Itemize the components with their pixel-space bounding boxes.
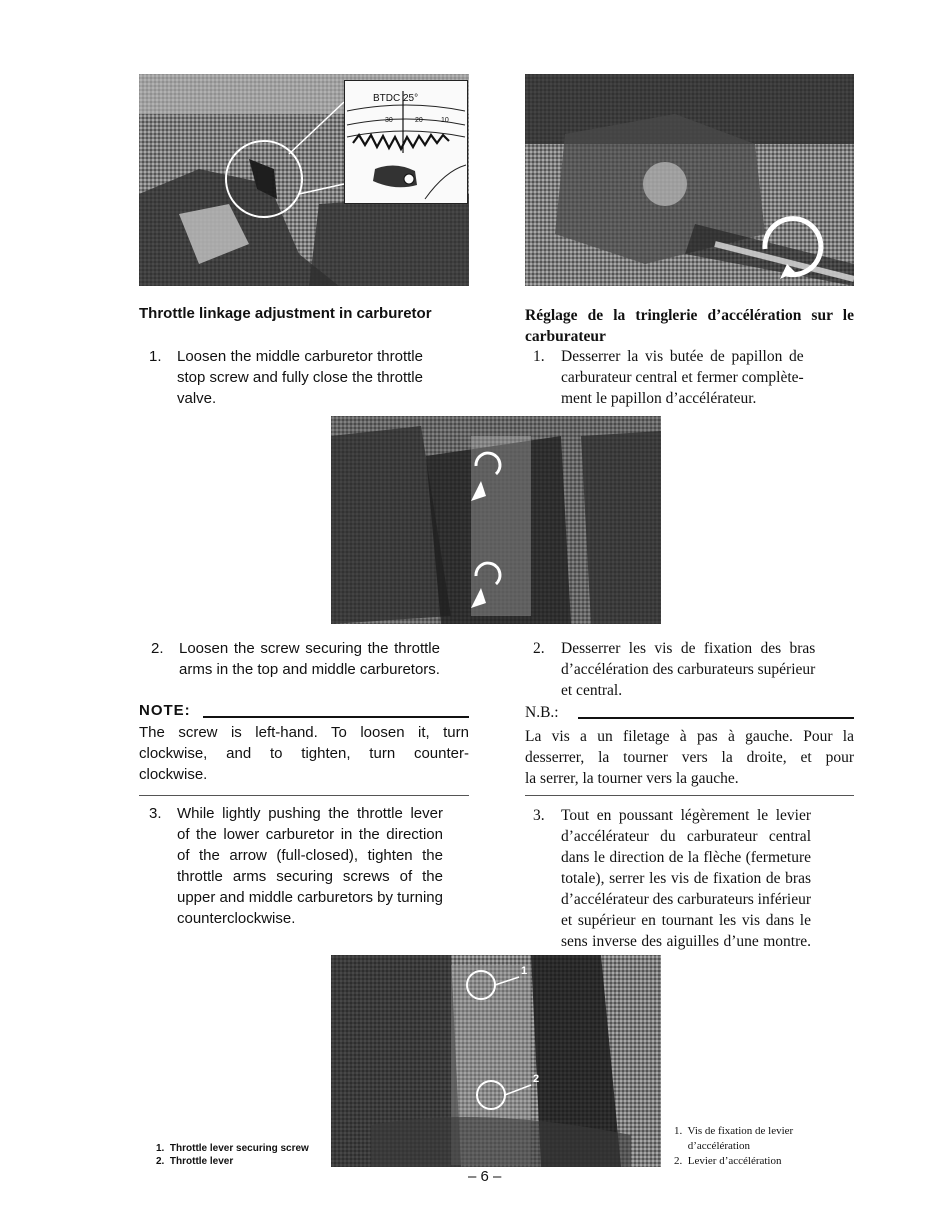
fr-step-3-number: 3. xyxy=(533,807,545,824)
fr-step-3-line-6: et supérieur en tournant les vis dans le xyxy=(561,912,811,929)
figure4-callout-2: 2 xyxy=(533,1073,540,1085)
fr-step-3-line-1: Tout en poussant légèrement le levier xyxy=(561,807,811,824)
page-number: – 6 – xyxy=(468,1168,502,1185)
figure-throttle-lever-photo xyxy=(331,955,661,1167)
fr-step-1-line-3: ment le papillon d’accélérateur. xyxy=(561,390,757,407)
en-step-1-number: 1. xyxy=(149,348,162,365)
fr-note-label: N.B.: xyxy=(525,704,559,721)
scale-tick-30: 30 xyxy=(385,117,393,124)
figure4-callout-1: 1 xyxy=(521,965,528,977)
fr-step-3-line-2: d’accélérateur du carburateur central xyxy=(561,828,811,845)
en-note-line-3: clockwise. xyxy=(139,766,208,783)
fr-step-3-line-4: totale), serrer les vis de fixation de bras xyxy=(561,870,811,887)
fr-captions xyxy=(674,1124,854,1169)
fr-step-3-line-3: dans le direction de la flèche (fermeture xyxy=(561,849,811,866)
figure-carburetor-screw-photo xyxy=(525,74,854,286)
fr-note-rule xyxy=(578,717,854,719)
en-step-1-line-3: valve. xyxy=(177,390,217,407)
en-section-heading: Throttle linkage adjustment in carburetor xyxy=(139,305,432,322)
btdc-label: BTDC 25° xyxy=(373,93,419,104)
en-note-body xyxy=(139,722,469,785)
fr-step-2-number: 2. xyxy=(533,640,545,657)
fr-note-line-2: desserrer, la tourner vers la droite, et pour xyxy=(525,749,854,766)
en-step-3-line-1: While lightly pushing the throttle lever xyxy=(177,805,443,822)
en-step-3-line-4: throttle arms securing screws of the xyxy=(177,868,443,885)
fr-note-bottom-rule xyxy=(525,795,854,796)
fr-caption-1: 1. Vis de fixation de levier xyxy=(674,1125,794,1137)
fr-step-1-number: 1. xyxy=(533,348,545,365)
fr-caption-2: 2. Levier d’accélération xyxy=(674,1155,782,1167)
scale-tick-10: 10 xyxy=(441,117,449,124)
fr-step-1-line-2: carburateur central et fermer complète- xyxy=(561,369,804,386)
en-step-2-number: 2. xyxy=(151,640,164,657)
en-note-line-1: The screw is left-hand. To loosen it, turn xyxy=(139,724,469,741)
en-note-rule xyxy=(203,716,469,718)
en-note-line-2: clockwise, and to tighten, turn counter- xyxy=(139,745,469,762)
fr-note-line-3: la serrer, la tourner vers la gauche. xyxy=(525,770,739,787)
fr-heading-line-2: carburateur xyxy=(525,328,606,345)
figure-timing-photo xyxy=(139,74,469,286)
en-step-3-line-2: of the lower carburetor in the direction xyxy=(177,826,443,843)
fr-step-2-line-1: Desserrer les vis de fixation des bras xyxy=(561,640,816,657)
fr-step-2-line-3: et central. xyxy=(561,682,623,699)
fr-section-heading xyxy=(525,305,854,347)
en-step-1-line-1: Loosen the middle carburetor throttle xyxy=(177,348,423,365)
throttle-lever-photo-shapes xyxy=(331,955,661,1167)
carburetor-screw-photo-shapes xyxy=(525,74,854,286)
en-captions xyxy=(156,1142,331,1168)
en-step-3-line-3: of the arrow (full-closed), tighten the xyxy=(177,847,443,864)
en-step-2-line-2: arms in the top and middle carburetors. xyxy=(179,661,440,678)
en-note-bottom-rule xyxy=(139,795,469,796)
fr-step-3-line-5: d’accélérateur des carburateurs inférieur xyxy=(561,891,811,908)
fr-note-body xyxy=(525,726,854,789)
en-note-label: NOTE: xyxy=(139,702,191,719)
fr-step-1-line-1: Desserrer la vis butée de papillon de xyxy=(561,348,804,365)
en-step-3-number: 3. xyxy=(149,805,162,822)
fr-caption-1-cont: d’accélération xyxy=(674,1140,751,1152)
scale-tick-20: 20 xyxy=(415,117,423,124)
en-step-3-line-5: upper and middle carburetors by turning xyxy=(177,889,443,906)
fr-step-3-line-7: sens inverse des aiguilles d’une montre. xyxy=(561,933,811,950)
fr-note-line-1: La vis a un filetage à pas à gauche. Pour la xyxy=(525,728,854,745)
en-caption-1: 1. Throttle lever securing screw xyxy=(156,1143,309,1154)
fr-heading-line-1: Réglage de la tringlerie d’accélération sur le xyxy=(525,307,854,324)
en-step-3-line-6: counterclockwise. xyxy=(177,910,296,927)
en-step-2-line-1: Loosen the screw securing the throttle xyxy=(179,640,440,657)
en-step-1-line-2: stop screw and fully close the throttle xyxy=(177,369,423,386)
throttle-arms-photo-shapes xyxy=(331,416,661,624)
fr-step-2-line-2: d’accélération des carburateurs supérieur xyxy=(561,661,816,678)
figure-throttle-arms-photo xyxy=(331,416,661,624)
en-caption-2: 2. Throttle lever xyxy=(156,1156,234,1167)
timing-inset xyxy=(344,80,468,204)
